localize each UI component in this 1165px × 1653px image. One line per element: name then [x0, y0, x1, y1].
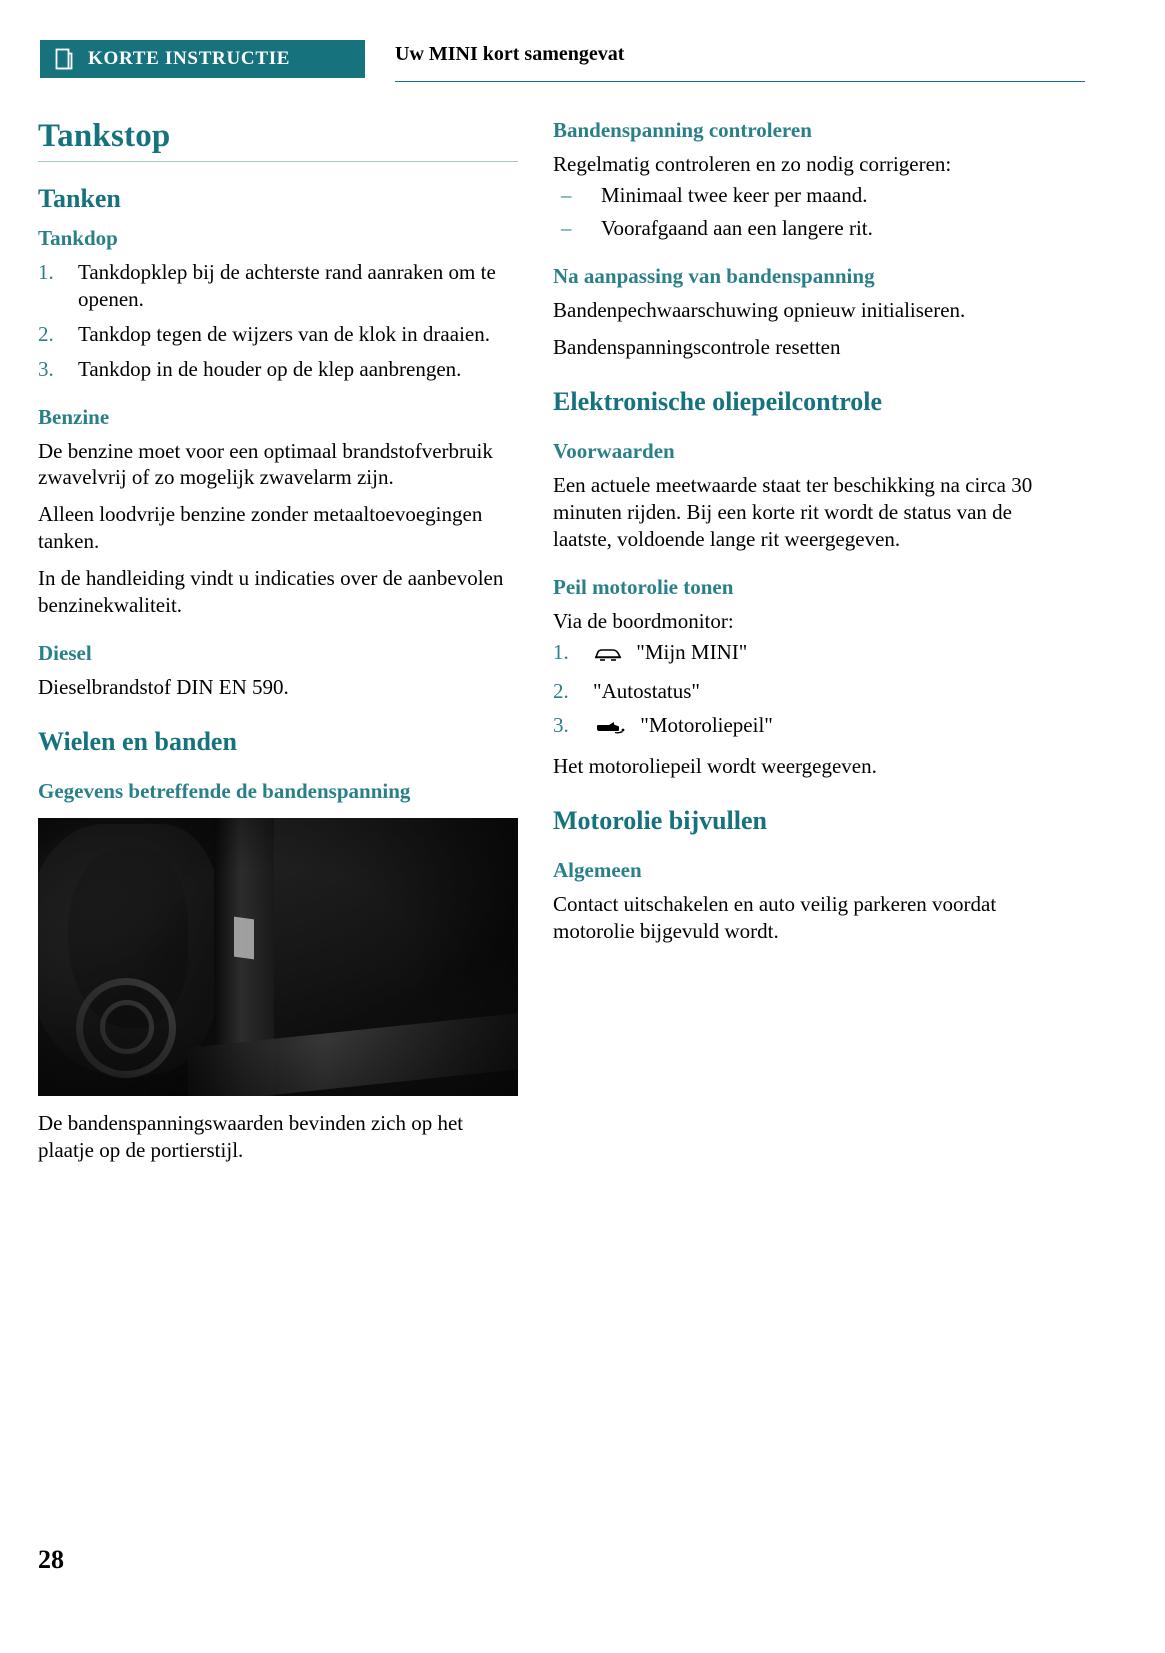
paragraph: De benzine moet voor een optimaal brandstofverbruik zwavelvrij of zo mogelijk zwavelarm zijn. [38, 438, 493, 490]
list-item [38, 356, 518, 383]
paragraph: In de handleiding vindt u indicaties over de aanbevolen benzinekwaliteit. [38, 566, 504, 617]
list-number: 2. [38, 321, 54, 346]
paragraph: Bandenspanningscontrole resetten [553, 335, 841, 360]
page-title: Uw MINI kort samengevat [395, 43, 625, 65]
list-number: 1. [38, 260, 54, 284]
paragraph: Contact uitschakelen en auto veilig parkeren voordat motorolie bijgevuld wordt. [553, 892, 997, 944]
left-column [38, 118, 518, 1173]
list-item-text: Tankdop tegen de wijzers van de klok in draaien. [78, 321, 490, 346]
list-item-text: Voorafgaand aan een langere rit. [601, 216, 873, 241]
oil-can-icon [593, 716, 627, 743]
list-number: 1. [553, 639, 569, 664]
heading-elektronische-oliepeilcontrole: Elektronische oliepeilcontrole [553, 387, 883, 417]
list-item-text: Tankdop in de houder op de klep aanbrengen. [78, 356, 462, 381]
list-dash: – [561, 182, 572, 207]
heading-benzine: Benzine [38, 404, 110, 429]
list-number: 3. [38, 356, 54, 381]
photo-vignette [38, 818, 518, 1096]
heading-bandenspanning-controleren: Bandenspanning controleren [553, 118, 812, 142]
chapter-tab [40, 40, 365, 78]
booklet-icon [54, 47, 74, 71]
list-item [553, 182, 1033, 209]
bandenspanning-checklist [553, 182, 1033, 243]
door-pillar-photo [38, 818, 518, 1096]
list-item [553, 678, 1033, 705]
heading-na-aanpassing: Na aanpassing van bandenspanning [553, 264, 875, 289]
header-divider [395, 81, 1085, 82]
figure-caption: De bandenspanningswaarden bevinden zich op het plaatje op de portierstijl. [38, 1110, 464, 1162]
list-dash: – [561, 216, 572, 241]
paragraph: Dieselbrandstof DIN EN 590. [38, 674, 289, 699]
list-item [38, 259, 518, 313]
list-item-text: Minimaal twee keer per maand. [601, 182, 868, 207]
list-item [553, 215, 1033, 242]
heading-wielen-en-banden: Wielen en banden [38, 726, 237, 756]
heading-algemeen: Algemeen [553, 858, 642, 883]
list-item-text: "Autostatus" [593, 678, 700, 703]
chapter-tab-label: KORTE INSTRUCTIE [88, 48, 291, 69]
paragraph: Via de boordmonitor: [553, 608, 734, 633]
heading-tankdop: Tankdop [38, 226, 118, 250]
list-item [38, 321, 518, 348]
paragraph: Regelmatig controleren en zo nodig corrigeren: [553, 152, 952, 176]
list-number: 3. [553, 713, 569, 738]
heading-diesel: Diesel [38, 640, 92, 665]
heading-motorolie-bijvullen: Motorolie bijvullen [553, 806, 768, 836]
tankdop-steps [38, 259, 518, 383]
page-number: 28 [38, 1545, 64, 1574]
list-item [553, 712, 1033, 743]
title-divider [38, 161, 518, 162]
car-icon [593, 643, 623, 670]
heading-peil-motorolie-tonen: Peil motorolie tonen [553, 574, 734, 599]
list-item-text: Tankdopklep bij de achterste rand aanraken om te openen. [78, 260, 496, 311]
right-column [553, 118, 1033, 955]
paragraph: Bandenpechwaarschuwing opnieuw initialiseren. [553, 298, 966, 323]
motoroliepeil-steps [553, 639, 1033, 744]
paragraph: Een actuele meetwaarde staat ter beschikking na circa 30 minuten rijden. Bij een korte rit wordt de status van de laatste, voldoende lange rit weergegeven. [553, 473, 1033, 551]
paragraph: Het motoroliepeil wordt weergegeven. [553, 754, 877, 779]
list-item [553, 639, 1033, 670]
list-item-text: "Motoroliepeil" [640, 713, 773, 738]
heading-tanken: Tanken [38, 184, 121, 213]
heading-gegevens-bandenspanning: Gegevens betreffende de bandenspanning [38, 778, 411, 803]
list-item-text: "Mijn MINI" [636, 639, 748, 664]
list-number: 2. [553, 678, 569, 703]
page-header [40, 40, 1085, 82]
paragraph: Alleen loodvrije benzine zonder metaaltoevoegingen tanken. [38, 502, 483, 554]
section-title-tankstop: Tankstop [38, 118, 171, 154]
heading-voorwaarden: Voorwaarden [553, 439, 675, 464]
